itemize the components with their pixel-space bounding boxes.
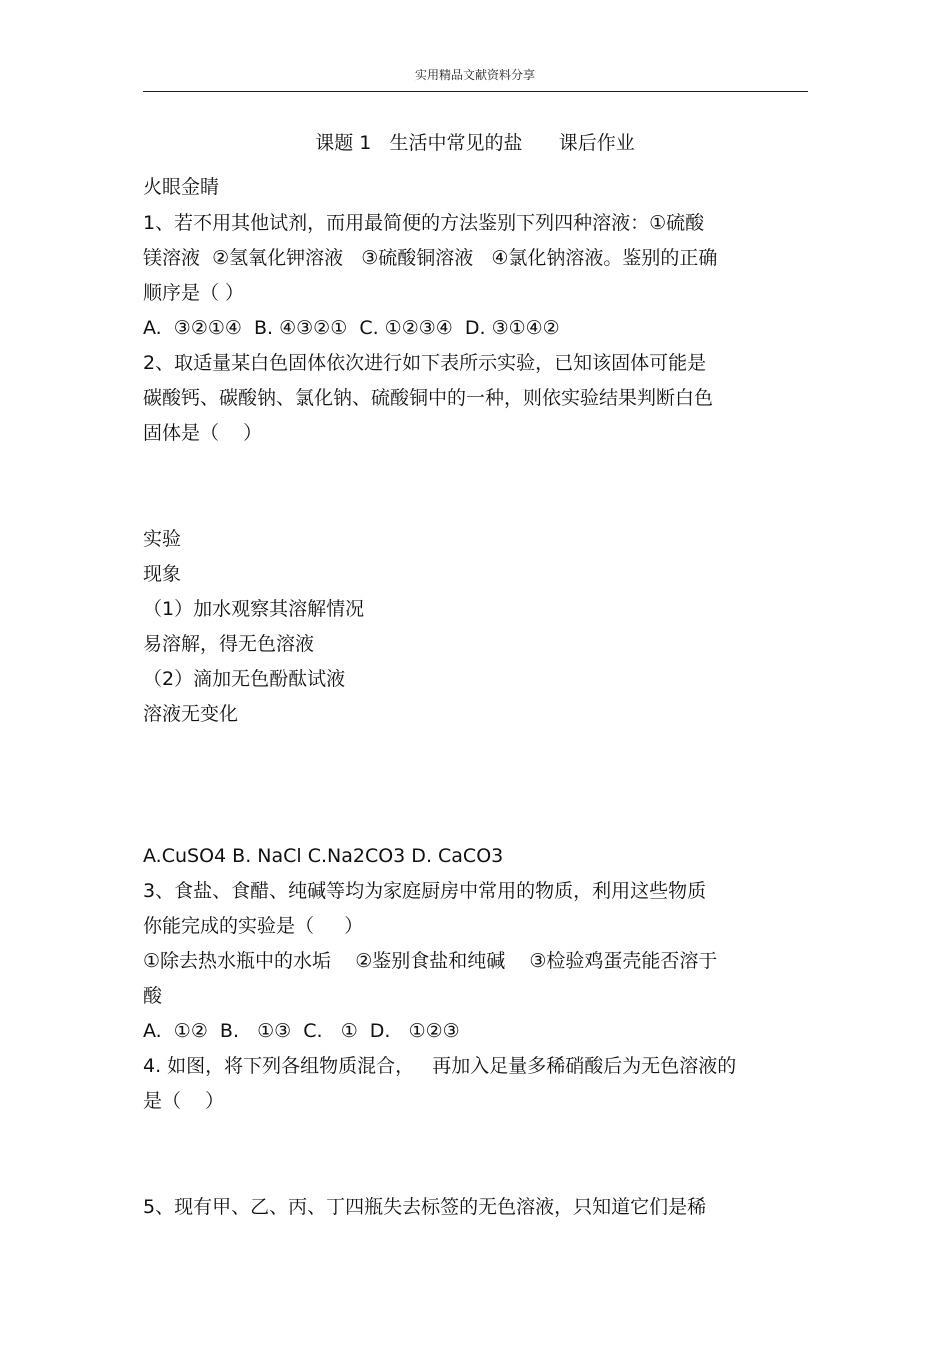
q1-line-2: 镁溶液 ②氢氧化钾溶液 ③硫酸铜溶液 ④氯化钠溶液。鉴别的正确 bbox=[143, 247, 718, 269]
q1-line-3: 顺序是（ ） bbox=[143, 282, 245, 304]
table-row1-phenomenon: 易溶解，得无色溶液 bbox=[143, 633, 315, 655]
table-header-experiment: 实验 bbox=[143, 528, 182, 550]
q1-options: A. ③②①④ B. ④③②① C. ①②③④ D. ③①④② bbox=[143, 317, 560, 339]
q2-line-2: 碳酸钙、碳酸钠、氯化钠、硫酸铜中的一种，则依实验结果判断白色 bbox=[143, 387, 714, 409]
header-divider bbox=[143, 91, 808, 92]
page-header: 实用精品文献资料分享 bbox=[414, 68, 535, 82]
q2-options: A.CuSO4 B. NaCl C.Na2CO3 D. CaCO3 bbox=[143, 845, 504, 867]
q3-line-2: 你能完成的实验是（ ） bbox=[143, 915, 364, 937]
q3-line-1: 3、食盐、食醋、纯碱等均为家庭厨房中常用的物质，利用这些物质 bbox=[143, 880, 707, 902]
q3-options: A. ①② B. ①③ C. ① D. ①②③ bbox=[143, 1020, 460, 1042]
page-title: 课题 1 生活中常见的盐 课后作业 bbox=[315, 132, 635, 154]
q3-line-3: ①除去热水瓶中的水垢 ②鉴别食盐和纯碱 ③检验鸡蛋壳能否溶于 bbox=[143, 950, 718, 972]
q5-line-1: 5、现有甲、乙、丙、丁四瓶失去标签的无色溶液，只知道它们是稀 bbox=[143, 1196, 707, 1218]
q4-line-2: 是（ ） bbox=[143, 1090, 225, 1112]
q2-line-3: 固体是（ ） bbox=[143, 422, 263, 444]
table-row2-phenomenon: 溶液无变化 bbox=[143, 703, 239, 725]
table-row1-experiment: （1）加水观察其溶解情况 bbox=[143, 598, 365, 620]
table-header-phenomenon: 现象 bbox=[143, 563, 182, 585]
q4-line-1: 4. 如图，将下列各组物质混合， 再加入足量多稀硝酸后为无色溶液的 bbox=[143, 1055, 737, 1077]
q3-line-4: 酸 bbox=[143, 985, 163, 1007]
q1-line-1: 1、若不用其他试剂，而用最简便的方法鉴别下列四种溶液：①硫酸 bbox=[143, 212, 705, 234]
section-heading: 火眼金睛 bbox=[143, 176, 220, 198]
table-row2-experiment: （2）滴加无色酚酞试液 bbox=[143, 668, 346, 690]
q2-line-1: 2、取适量某白色固体依次进行如下表所示实验，已知该固体可能是 bbox=[143, 352, 707, 374]
